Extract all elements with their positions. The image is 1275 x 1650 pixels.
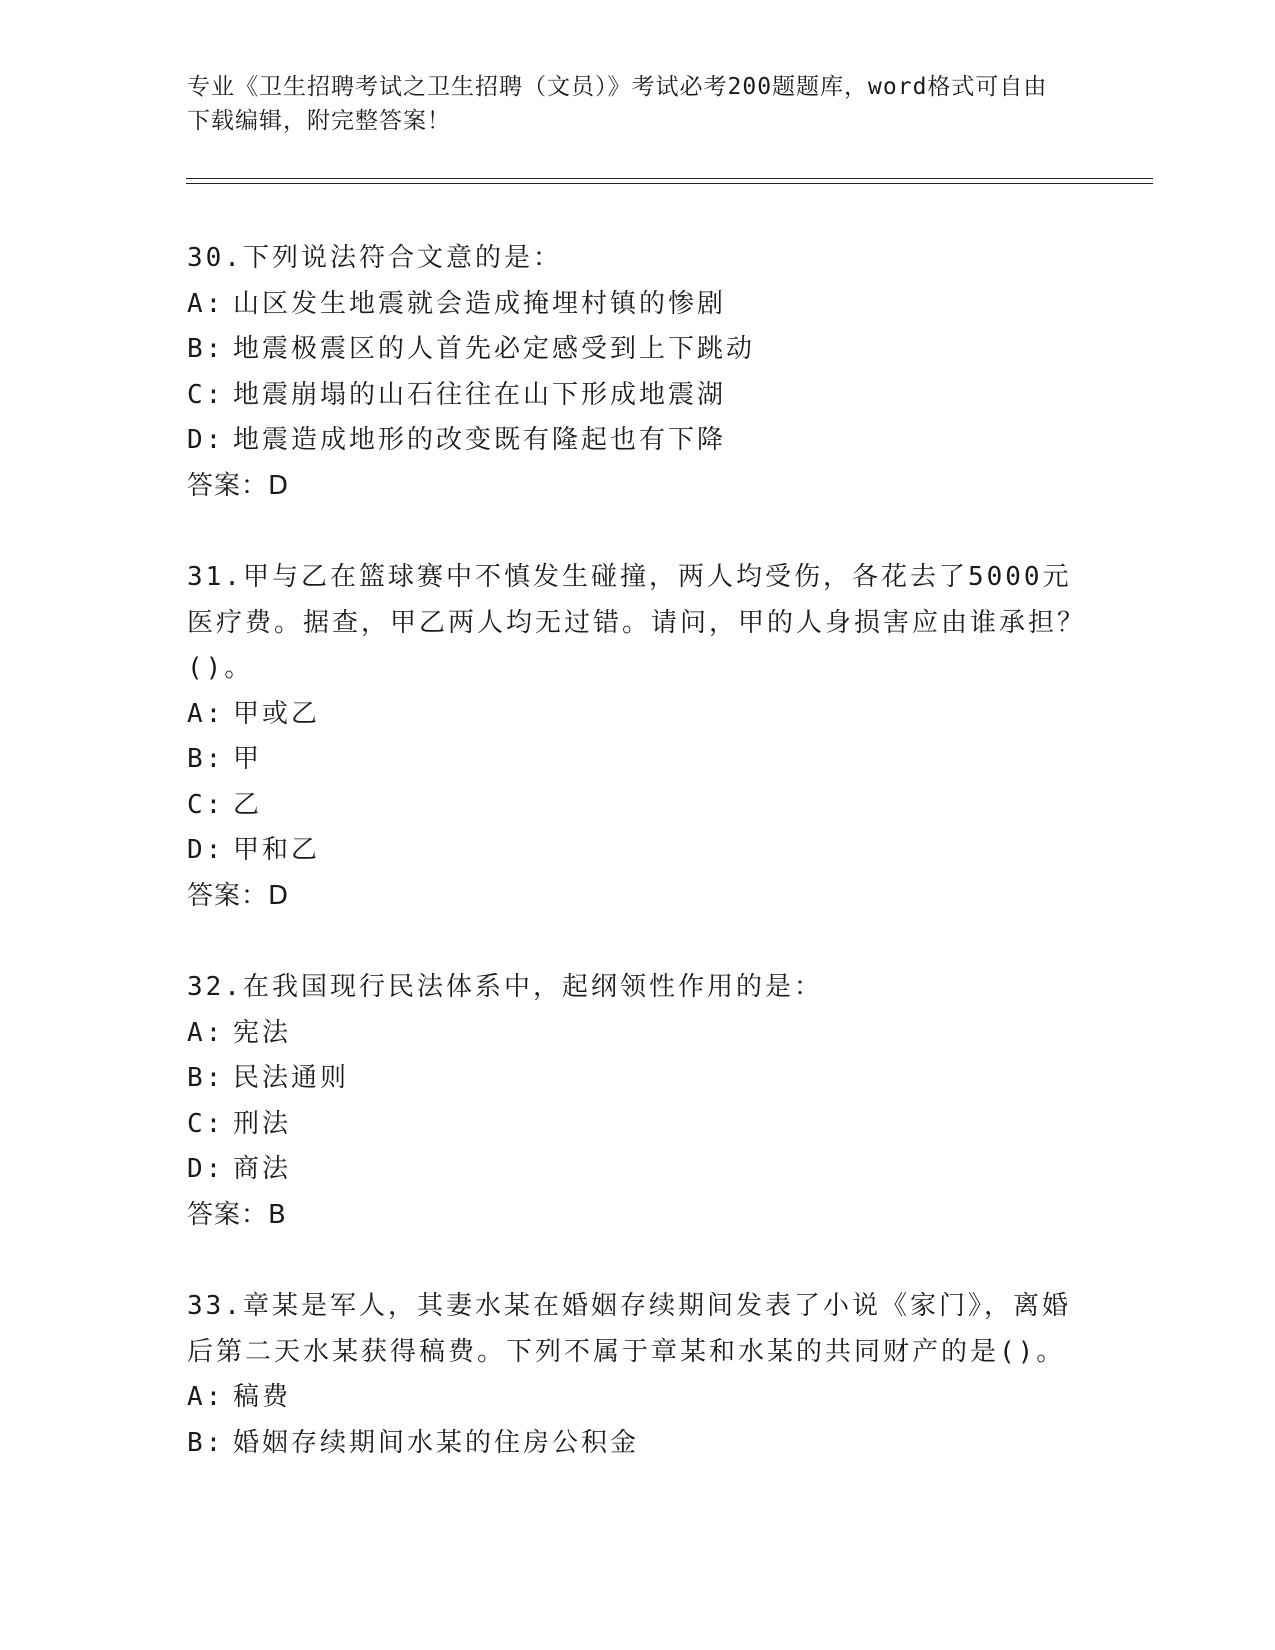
option-label: B: (187, 1063, 225, 1093)
header-rule-bottom (186, 183, 1153, 184)
question-30 (187, 236, 1087, 509)
question-list (187, 236, 1087, 1512)
option-text: 地震崩塌的山石往往在山下形成地震湖 (233, 379, 727, 410)
option-label: C: (187, 379, 225, 410)
option-text: 稿费 (233, 1382, 292, 1412)
option-b (187, 327, 1087, 373)
option-text: 甲和乙 (233, 835, 321, 865)
option-text: 甲或乙 (233, 698, 321, 729)
option-label: B: (187, 1427, 225, 1458)
question-33 (187, 1284, 1087, 1466)
option-a (187, 282, 1087, 328)
question-stem: 31.甲与乙在篮球赛中不慎发生碰撞，两人均受伤，各花去了5000元医疗费。据查，甲乙两人均无过错。请问，甲的人身损害应由谁承担？()。 (187, 562, 1087, 683)
option-label: D: (187, 1154, 225, 1184)
option-label: A: (187, 288, 225, 319)
header-text: 专业《卫生招聘考试之卫生招聘（文员）》考试必考200题题库，word格式可自由下载编辑，附完整答案！ (187, 74, 1048, 134)
option-d (187, 418, 1087, 464)
answer-line: 答案：D (187, 470, 290, 501)
option-c (187, 783, 1087, 829)
header-rule-top (186, 178, 1153, 179)
option-text: 婚姻存续期间水某的住房公积金 (233, 1427, 640, 1458)
question-32 (187, 965, 1087, 1238)
option-label: A: (187, 1017, 225, 1048)
option-b (187, 1421, 1087, 1467)
option-b (187, 737, 1087, 783)
option-b (187, 1056, 1087, 1102)
question-stem: 30.下列说法符合文意的是： (187, 243, 562, 273)
option-d (187, 1147, 1087, 1193)
option-c (187, 373, 1087, 419)
question-stem: 33.章某是军人，其妻水某在婚姻存续期间发表了小说《家门》，离婚后第二天水某获得稿费。下列不属于章某和水某的共同财产的是()。 (187, 1291, 1071, 1367)
option-text: 商法 (233, 1154, 292, 1184)
option-d (187, 828, 1087, 874)
option-text: 甲 (233, 744, 263, 774)
question-31 (187, 555, 1087, 919)
option-label: A: (187, 1382, 225, 1412)
answer-line: 答案：B (187, 1199, 287, 1230)
option-label: B: (187, 334, 225, 364)
option-text: 刑法 (233, 1108, 292, 1139)
option-label: D: (187, 425, 225, 455)
option-label: C: (187, 789, 225, 820)
option-label: B: (187, 744, 225, 774)
option-a (187, 692, 1087, 738)
option-text: 民法通则 (233, 1063, 350, 1093)
option-text: 地震极震区的人首先必定感受到上下跳动 (233, 334, 756, 364)
option-text: 地震造成地形的改变既有隆起也有下降 (233, 425, 727, 455)
option-text: 山区发生地震就会造成掩埋村镇的惨剧 (233, 288, 727, 319)
option-text: 宪法 (233, 1017, 292, 1048)
option-label: A: (187, 698, 225, 729)
document-header (187, 70, 1067, 138)
answer-line: 答案：D (187, 880, 290, 911)
option-label: D: (187, 835, 225, 865)
option-a (187, 1011, 1087, 1057)
option-a (187, 1375, 1087, 1421)
option-text: 乙 (233, 789, 263, 820)
option-c (187, 1102, 1087, 1148)
option-label: C: (187, 1108, 225, 1139)
question-stem: 32.在我国现行民法体系中，起纲领性作用的是： (187, 972, 823, 1002)
